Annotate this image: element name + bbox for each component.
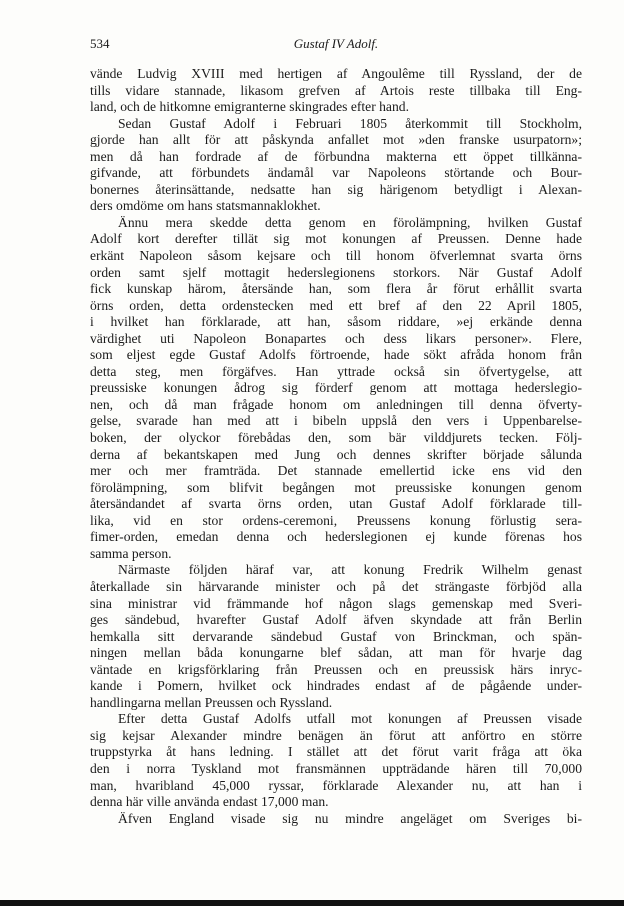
text-line: hemkalla sitt dervarande sändebud Gustaf von Brinckman, och spän-	[90, 628, 582, 644]
text-line: sig kejsar Alexander mindre benägen än förut att anförtro en större	[90, 727, 582, 743]
text-line: Sedan Gustaf Adolf i Februari 1805 återkommit till Stockholm,	[118, 115, 582, 131]
body-text	[90, 66, 582, 827]
text-line: som eljest egde Gustaf Adolfs förtroende, hade sökt afråda honom från	[90, 347, 582, 363]
text-line: gelse, svarade han med att i bibeln uppslå den vers i Uppenbarelse-	[90, 413, 582, 429]
text-line: Äfven England visade sig nu mindre angeläget om Sveriges bi-	[118, 810, 582, 826]
text-line: örns orden, detta ordenstecken med ett bref af den 22 April 1805,	[90, 297, 582, 313]
text-line: vände Ludvig XVIII med hertigen af Angoulême till Ryssland, der de	[90, 66, 582, 81]
text-line: kande i Pomern, hvilket ock hindrades endast af de pågående under-	[90, 678, 582, 694]
text-line: tills vidare stannade, likasom grefven af Artois reste tillbaka till Eng-	[90, 82, 582, 98]
page-number: 534	[90, 36, 110, 51]
text-line: truppstyrka åt hans ledning. I stället att det förut varit fråga att öka	[90, 744, 582, 760]
text-line: fimer-orden, emedan denna och hederslegionen ej kunde förenas hos	[90, 529, 582, 545]
text-line: väntade en krigsförklaring från Preussen och en preussisk härs inryc-	[90, 661, 582, 677]
text-line: gjorde han allt för att påskynda anfallet mot »den franske usurpatorn»;	[90, 132, 582, 148]
text-line: land, och de hitkomne emigranterne skingrades efter hand.	[90, 99, 409, 115]
text-line: Närmaste följden häraf var, att konung Fredrik Wilhelm genast	[118, 562, 582, 578]
running-title: Gustaf IV Adolf.	[293, 36, 379, 51]
text-line: förolämpning, som blifvit begången mot preussiske konungen genom	[90, 479, 582, 495]
text-line: men då han fordrade af de förbundna makterna ett öppet tillkänna-	[90, 148, 582, 164]
text-line: återsändandet af svarta örns orden, utan Gustaf Adolf förklarade till-	[90, 496, 582, 512]
text-line: boken, der olyckor förebådas den, som bär vilddjurets tecken. Följ-	[90, 430, 582, 446]
text-line: denna här ville använda endast 17,000 man.	[90, 794, 329, 810]
text-line: Adolf kort derefter tillät sig mot konungen af Preussen. Denne hade	[90, 231, 582, 247]
text-line: derna af bekantskapen med Jung och dennes skrifter började sålunda	[90, 446, 582, 462]
text-line: ges sändebud, hvarefter Gustaf Adolf äfven skyndade att från Berlin	[90, 612, 582, 628]
text-line: gifvande, att förbundets ändamål var Napoleons störtande och Bour-	[90, 165, 582, 181]
text-line: i hvilket han förklarade, att han, såsom riddare, »ej erkände denna	[90, 314, 582, 330]
text-line: återkallade sin härvarande minister och på det strängaste förbjöd alla	[90, 578, 582, 594]
text-line: bonernes återinsättande, nedsatte han sig härigenom betydligt i Alexan-	[90, 181, 582, 197]
text-line: värdighet uti Napoleon Bonapartes och dess likars personer». Flere,	[90, 330, 582, 346]
text-line: samma person.	[90, 545, 172, 561]
text-line: detta steg, men förgäfves. Han yttrade också sin öfvertygelse, att	[90, 363, 582, 379]
text-line: lika, vid en stor ordens-ceremoni, Preussens konung förlustig sera-	[90, 512, 582, 528]
text-line: erkänt Napoleon såsom kejsare och till honom öfverlemnat svarta örns	[90, 248, 582, 264]
text-line: preussiske konungen ådrog sig förderf genom att mottaga hederslegio-	[90, 380, 582, 396]
text-line: orden samt sjelf mottagit hederslegionens storkors. När Gustaf Adolf	[90, 264, 582, 280]
text-line: nen, och då man frågade honom om anledningen till denna öfverty-	[90, 396, 582, 412]
text-line: ningen mellan båda konungarne blef sådan, att man för hvarje dag	[90, 645, 582, 661]
text-line: den i norra Tyskland mot fransmännen uppträdande hären till 70,000	[90, 760, 582, 776]
text-line: sina ministrar vid främmande hof någon slags gemenskap med Sveri-	[90, 595, 582, 611]
scan-edge	[0, 900, 624, 906]
page-header	[90, 36, 582, 56]
text-line: man, hvaribland 45,000 ryssar, förklarade Alexander nu, att han i	[90, 777, 582, 793]
text-line: handlingarna mellan Preussen och Ryssland.	[90, 694, 333, 710]
text-line: Ännu mera skedde detta genom en förolämpning, hvilken Gustaf	[118, 214, 582, 230]
text-line: fick kunskap härom, återsände han, som flera år förut erhållit svarta	[90, 281, 582, 297]
text-line: ders omdöme om hans statsmannaklokhet.	[90, 198, 321, 214]
text-line: mer och mer framträda. Det stannade emellertid icke ens vid den	[90, 463, 582, 479]
text-line: Efter detta Gustaf Adolfs utfall mot konungen af Preussen visade	[118, 711, 582, 727]
